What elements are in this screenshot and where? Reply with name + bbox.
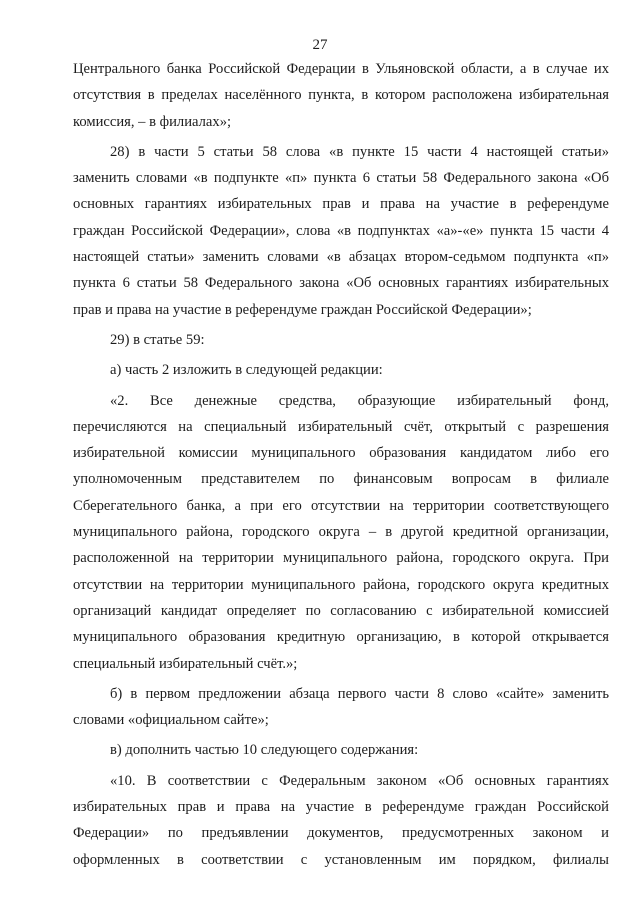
text-line: 28) в части 5 статьи 58 слова «в пункте 15 части 4 настоящей статьи»	[110, 143, 609, 160]
text-line: основных гарантиях избирательных прав и права на участие в референдуме	[73, 196, 609, 213]
text-line: а) часть 2 изложить в следующей редакции:	[110, 362, 383, 379]
text-line: специальный избирательный счёт.»;	[73, 655, 298, 672]
page-number: 27	[312, 37, 328, 53]
text-line: отсутствии на территории муниципального района, городского округа кредитных	[73, 576, 609, 593]
paragraph-subitem-a	[73, 357, 609, 383]
text-line: расположенной на территории муниципального района, городского округа. При	[73, 550, 609, 567]
text-line: отсутствия в пределах населённого пункта, в котором расположена избирательная	[73, 87, 609, 104]
text-line: муниципального района, городского округа – в другой кредитной организации,	[73, 524, 609, 541]
paragraph-item-29	[73, 327, 609, 353]
paragraph-continuation	[73, 56, 609, 135]
text-line: комиссия, – в филиалах»;	[73, 113, 232, 130]
text-line: «10. В соответствии с Федеральным законом «Об основных гарантиях	[110, 772, 609, 789]
text-line: настоящей статьи» заменить словами «в абзацах втором-седьмом подпункта «п»	[73, 249, 609, 266]
text-line: Сберегательного банка, а при его отсутствии на территории соответствующего	[73, 497, 609, 514]
text-line: муниципального образования кредитную организацию, в которой открывается	[73, 629, 609, 646]
text-line: 29) в статье 59:	[110, 331, 205, 348]
text-line: в) дополнить частью 10 следующего содержания:	[110, 742, 419, 759]
text-line: б) в первом предложении абзаца первого части 8 слово «сайте» заменить	[110, 685, 609, 702]
text-line: словами «официальном сайте»;	[73, 712, 269, 729]
text-line: избирательных прав и права на участие в референдуме граждан Российской	[73, 799, 609, 816]
text-line: Центрального банка Российской Федерации в Ульяновской области, а в случае их	[73, 61, 609, 77]
text-line: избирательной комиссии муниципального образования кандидатом либо его	[73, 445, 609, 462]
text-line: организаций кандидат определяет по согласованию с избирательной комиссией	[73, 602, 609, 619]
text-line: пункта 6 статьи 58 Федерального закона «Об основных гарантиях избирательных	[73, 275, 609, 292]
text-line: прав и права на участие в референдуме граждан Российской Федерации»;	[73, 301, 532, 318]
text-line: перечисляются на специальный избирательный счёт, открытый с разрешения	[73, 418, 609, 435]
text-line: заменить словами «в подпункте «п» пункта 6 статьи 58 Федерального закона «Об	[73, 170, 609, 187]
document-body	[73, 56, 609, 873]
text-line: Федерации» по предъявлении документов, предусмотренных законом и	[73, 825, 609, 842]
text-line: граждан Российской Федерации», слова «в подпунктах «а»-«е» пункта 15 части 4	[73, 222, 609, 239]
paragraph-item-28	[73, 139, 609, 323]
text-line: оформленных в соответствии с установленным им порядком, филиалы	[73, 851, 609, 868]
paragraph-quoted-part-10	[73, 768, 609, 873]
paragraph-quoted-part-2	[73, 388, 609, 677]
paragraph-subitem-v	[73, 737, 609, 763]
text-line: уполномоченным представителем по финансовым вопросам в филиале	[73, 471, 609, 488]
text-line: «2. Все денежные средства, образующие избирательный фонд,	[110, 392, 609, 409]
paragraph-subitem-b	[73, 681, 609, 734]
